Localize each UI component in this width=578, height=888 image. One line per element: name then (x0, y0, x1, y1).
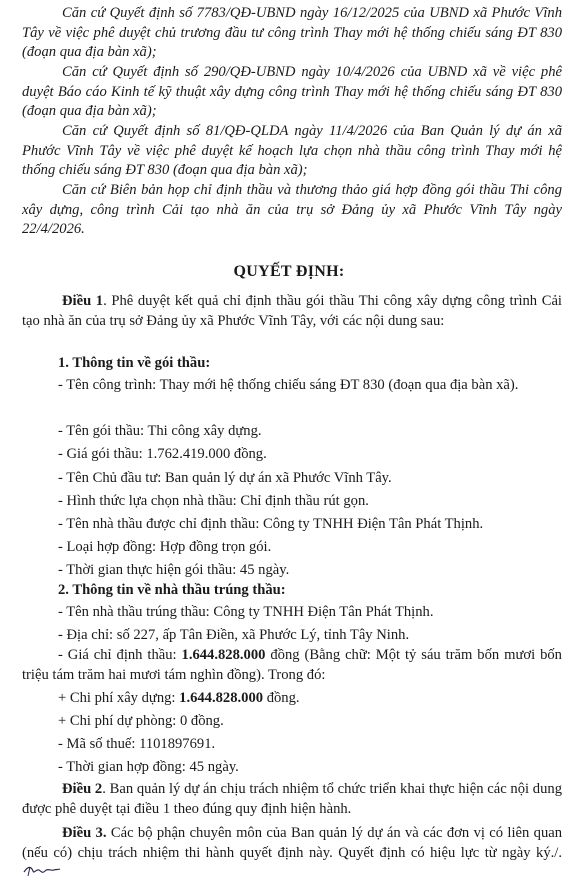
article-2-text: . Ban quản lý dự án chịu trách nhiệm tổ chức triển khai thực hiện các nội dung được phê duyệt tại điều 1 theo đúng quy định hiện hành. (22, 781, 562, 817)
article-2 (22, 780, 562, 819)
article-3-label: Điều 3. (62, 825, 107, 841)
section-2-title: 2. Thông tin về nhà thầu trúng thầu: (58, 582, 286, 598)
preamble-paragraph-2: Căn cứ Quyết định số 290/QĐ-UBND ngày 10/4/2026 của UBND xã về việc phê duyệt Báo cáo Kinh tế kỹ thuật xây dựng công trình Thay mới hệ thống chiếu sáng ĐT 830 (đoạn qua địa bàn xã); (22, 64, 562, 119)
preamble-paragraph-3: Căn cứ Quyết định số 81/QĐ-QLDA ngày 11/4/2026 của Ban Quản lý dự án xã Phước Vĩnh Tây về việc phê duyệt kế hoạch lựa chọn nhà thầu công trình Thay mới hệ thống chiếu sáng ĐT 830 (đoạn qua địa bàn xã); (22, 123, 562, 178)
section-1-title: 1. Thông tin về gói thầu: (58, 355, 211, 371)
construction-cost-item (58, 689, 300, 709)
winner-name-item: - Tên nhà thầu trúng thầu: Công ty TNHH Điện Tân Phát Thịnh. (58, 604, 434, 620)
article-3-text: Các bộ phận chuyên môn của Ban quản lý dự án và các đơn vị có liên quan (nếu có) chịu trách nhiệm thi hành quyết định này. Quyết định có hiệu lực từ ngày ký./. (22, 825, 563, 861)
selection-method-item: - Hình thức lựa chọn nhà thầu: Chỉ định thầu rút gọn. (58, 493, 369, 509)
package-duration-item: - Thời gian thực hiện gói thầu: 45 ngày. (58, 562, 290, 578)
designated-price-item (22, 646, 562, 685)
designated-price-value: 1.644.828.000 (181, 647, 266, 663)
contract-type-item: - Loại hợp đồng: Hợp đồng trọn gói. (58, 539, 272, 555)
construction-cost-value: 1.644.828.000 (179, 690, 264, 706)
article-1-text: . Phê duyệt kết quả chỉ định thầu gói thầu Thi công xây dựng công trình Cải tạo nhà ăn của trụ sở Đảng ủy xã Phước Vĩnh Tây, với các nội dung sau: (22, 293, 562, 329)
article-3 (22, 824, 562, 884)
designated-price-suffix: đồng (Bằng chữ: Một tỷ sáu trăm bốn mươi bốn triệu tám trăm hai mươi tám nghìn đồng). Trong đó: (22, 647, 562, 683)
tax-code-item: - Mã số thuế: 1101897691. (58, 736, 216, 752)
designated-contractor-item: - Tên nhà thầu được chỉ định thầu: Công ty TNHH Điện Tân Phát Thịnh. (58, 516, 484, 532)
contingency-cost-item: + Chi phí dự phòng: 0 đồng. (58, 713, 224, 729)
investor-item: - Tên Chủ đầu tư: Ban quản lý dự án xã Phước Vĩnh Tây. (58, 470, 392, 486)
address-item: - Địa chỉ: số 227, ấp Tân Điền, xã Phước Lý, tỉnh Tây Ninh. (58, 627, 410, 643)
package-price-item: - Giá gói thầu: 1.762.419.000 đồng. (58, 446, 267, 462)
initial-signature-icon (22, 863, 62, 877)
article-1 (22, 292, 562, 331)
article-2-label: Điều 2 (62, 781, 103, 797)
contract-duration-item: - Thời gian hợp đồng: 45 ngày. (58, 759, 239, 775)
package-name-item: - Tên gói thầu: Thi công xây dựng. (58, 423, 262, 439)
construction-cost-suffix: đồng. (263, 690, 300, 706)
preamble-paragraph-4: Căn cứ Biên bản họp chỉ định thầu và thương thảo giá hợp đồng gói thầu Thi công xây dựng, công trình Cải tạo nhà ăn của trụ sở Đảng ủy xã Phước Vĩnh Tây ngày 22/4/2026. (22, 182, 562, 237)
decision-heading: QUYẾT ĐỊNH: (233, 263, 345, 280)
construction-cost-prefix: + Chi phí xây dựng: (58, 690, 180, 706)
designated-price-prefix: - Giá chỉ định thầu: (58, 647, 182, 663)
preamble-paragraph-1: Căn cứ Quyết định số 7783/QĐ-UBND ngày 16/12/2025 của UBND xã Phước Vĩnh Tây về việc phê duyệt chủ trương đầu tư công trình Thay mới hệ thống chiếu sáng ĐT 830 (đoạn qua địa bàn xã); (22, 5, 562, 60)
project-name-item: - Tên công trình: Thay mới hệ thống chiếu sáng ĐT 830 (đoạn qua địa bàn xã). (58, 377, 519, 393)
article-1-label: Điều 1 (62, 293, 104, 309)
